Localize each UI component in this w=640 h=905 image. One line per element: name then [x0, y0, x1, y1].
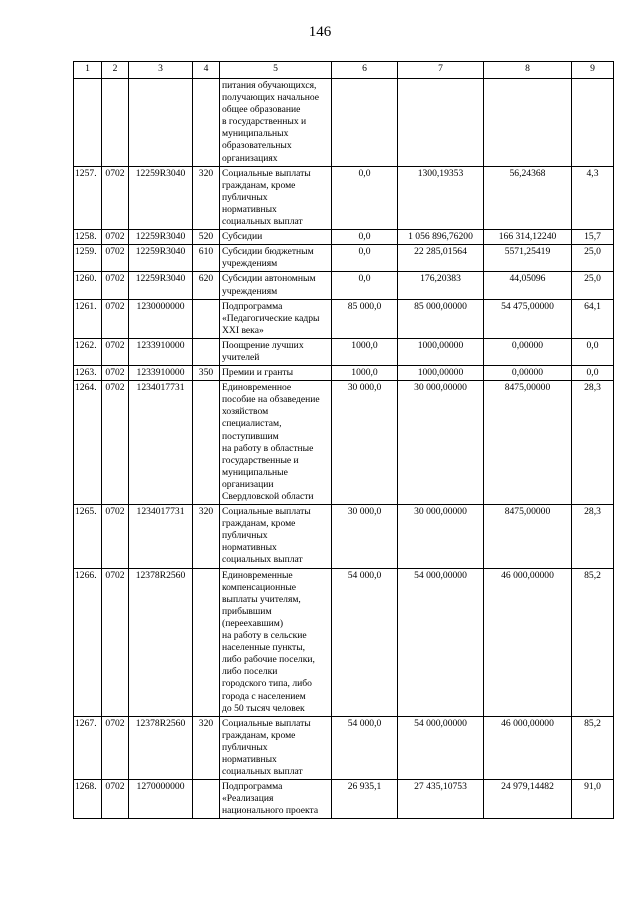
row-number-cell: 1257. [74, 166, 102, 229]
table-row [74, 272, 614, 299]
item-name-cell [220, 505, 332, 568]
target-code-cell: 12259R3040 [129, 245, 193, 272]
item-name-line: нормативных [222, 753, 277, 765]
plan-amount-cell: 54 000,0 [332, 716, 398, 779]
column-header: 6 [332, 62, 398, 79]
refined-amount-cell: 54 000,00000 [398, 568, 484, 716]
plan-amount-cell: 1000,0 [332, 338, 398, 365]
item-name-line: выплаты учителям, [222, 593, 301, 605]
section-code-cell: 0702 [102, 505, 129, 568]
executed-amount-cell: 54 475,00000 [484, 299, 572, 338]
executed-amount-cell: 0,00000 [484, 366, 572, 381]
row-number-cell: 1264. [74, 381, 102, 505]
section-code-cell: 0702 [102, 299, 129, 338]
plan-amount-cell: 54 000,0 [332, 568, 398, 716]
executed-amount-cell: 0,00000 [484, 338, 572, 365]
section-code-cell: 0702 [102, 716, 129, 779]
table-row [74, 780, 614, 819]
item-name-line: городского типа, либо [222, 678, 312, 690]
row-number-cell: 1265. [74, 505, 102, 568]
plan-amount-cell: 0,0 [332, 272, 398, 299]
item-name-line: социальных выплат [222, 766, 303, 778]
row-number-cell [74, 79, 102, 167]
percent-cell: 91,0 [572, 780, 614, 819]
plan-amount-cell: 30 000,0 [332, 505, 398, 568]
expense-type-cell [193, 381, 220, 505]
item-name-line: социальных выплат [222, 216, 303, 228]
row-number-cell: 1262. [74, 338, 102, 365]
table-row [74, 366, 614, 381]
table-row [74, 299, 614, 338]
item-name-line: образовательных [222, 140, 292, 152]
target-code-cell: 12378R2560 [129, 568, 193, 716]
item-name-cell [220, 166, 332, 229]
percent-cell: 28,3 [572, 381, 614, 505]
expense-type-cell: 320 [193, 716, 220, 779]
item-name-line: Социальные выплаты [222, 167, 311, 179]
item-name-line: специалистам, [222, 418, 282, 430]
refined-amount-cell: 1000,00000 [398, 338, 484, 365]
row-number-cell: 1268. [74, 780, 102, 819]
expense-type-cell: 520 [193, 230, 220, 245]
item-name-cell [220, 780, 332, 819]
executed-amount-cell: 44,05096 [484, 272, 572, 299]
item-name-line: на работу в сельские [222, 630, 307, 642]
plan-amount-cell: 30 000,0 [332, 381, 398, 505]
row-number-cell: 1267. [74, 716, 102, 779]
item-name-line: хозяйством [222, 406, 269, 418]
item-name-line: города с населением [222, 690, 306, 702]
executed-amount-cell: 56,24368 [484, 166, 572, 229]
refined-amount-cell: 1000,00000 [398, 366, 484, 381]
item-name-line: публичных [222, 741, 268, 753]
item-name-cell [220, 568, 332, 716]
percent-cell: 28,3 [572, 505, 614, 568]
item-name-line: нормативных [222, 203, 277, 215]
item-name-line: питания обучающихся, [222, 80, 317, 91]
item-name-cell [220, 79, 332, 167]
executed-amount-cell: 5571,25419 [484, 245, 572, 272]
target-code-cell: 1234017731 [129, 505, 193, 568]
section-code-cell: 0702 [102, 245, 129, 272]
table-row [74, 338, 614, 365]
item-name-line: Единовременное [222, 382, 292, 394]
refined-amount-cell: 30 000,00000 [398, 505, 484, 568]
expense-type-cell [193, 780, 220, 819]
target-code-cell [129, 79, 193, 167]
table-row [74, 245, 614, 272]
item-name-line: публичных [222, 191, 268, 203]
row-number-cell: 1263. [74, 366, 102, 381]
column-header: 3 [129, 62, 193, 79]
executed-amount-cell: 46 000,00000 [484, 568, 572, 716]
plan-amount-cell: 26 935,1 [332, 780, 398, 819]
item-name-line: Подпрограмма [222, 781, 283, 793]
item-name-line: государственные и [222, 454, 299, 466]
item-name-line: прибывшим [222, 605, 272, 617]
item-name-line: гражданам, кроме [222, 179, 296, 191]
item-name-line: пособие на обзаведение [222, 394, 320, 406]
table-row [74, 716, 614, 779]
item-name-cell [220, 272, 332, 299]
row-number-cell: 1258. [74, 230, 102, 245]
refined-amount-cell: 1 056 896,76200 [398, 230, 484, 245]
column-header: 8 [484, 62, 572, 79]
executed-amount-cell: 166 314,12240 [484, 230, 572, 245]
item-name-line: «Педагогические кадры [222, 312, 320, 324]
percent-cell: 15,7 [572, 230, 614, 245]
percent-cell: 64,1 [572, 299, 614, 338]
section-code-cell [102, 79, 129, 167]
expense-type-cell [193, 568, 220, 716]
item-name-line: организациях [222, 152, 278, 164]
refined-amount-cell: 54 000,00000 [398, 716, 484, 779]
column-header: 7 [398, 62, 484, 79]
executed-amount-cell: 46 000,00000 [484, 716, 572, 779]
item-name-line: Поощрение лучших [222, 339, 304, 351]
target-code-cell: 1270000000 [129, 780, 193, 819]
section-code-cell: 0702 [102, 366, 129, 381]
column-header: 2 [102, 62, 129, 79]
section-code-cell: 0702 [102, 166, 129, 229]
refined-amount-cell: 22 285,01564 [398, 245, 484, 272]
item-name-line: до 50 тысяч человек [222, 702, 305, 714]
target-code-cell: 12259R3040 [129, 230, 193, 245]
item-name-line: Свердловской области [222, 491, 314, 502]
item-name-line: организации [222, 478, 274, 490]
table-row [74, 79, 614, 167]
refined-amount-cell: 176,20383 [398, 272, 484, 299]
item-name-line: Социальные выплаты [222, 717, 311, 729]
item-name-line: нормативных [222, 542, 277, 554]
plan-amount-cell: 85 000,0 [332, 299, 398, 338]
table-row [74, 381, 614, 505]
item-name-cell [220, 230, 332, 245]
item-name-line: Субсидии [222, 231, 263, 243]
table-row [74, 505, 614, 568]
item-name-line: публичных [222, 530, 268, 542]
section-code-cell: 0702 [102, 568, 129, 716]
refined-amount-cell: 30 000,00000 [398, 381, 484, 505]
budget-table [73, 61, 614, 819]
percent-cell: 25,0 [572, 272, 614, 299]
executed-amount-cell: 8475,00000 [484, 381, 572, 505]
refined-amount-cell: 27 435,10753 [398, 780, 484, 819]
target-code-cell: 1234017731 [129, 381, 193, 505]
item-name-line: Премии и гранты [222, 367, 294, 379]
row-number-cell: 1261. [74, 299, 102, 338]
expense-type-cell [193, 338, 220, 365]
section-code-cell: 0702 [102, 780, 129, 819]
executed-amount-cell: 8475,00000 [484, 505, 572, 568]
item-name-line: Субсидии бюджетным [222, 246, 314, 258]
item-name-line: муниципальных [222, 128, 289, 140]
target-code-cell: 12259R3040 [129, 166, 193, 229]
refined-amount-cell: 1300,19353 [398, 166, 484, 229]
expense-type-cell [193, 79, 220, 167]
section-code-cell: 0702 [102, 381, 129, 505]
column-header: 1 [74, 62, 102, 79]
item-name-line: XXI века» [222, 324, 264, 336]
percent-cell: 25,0 [572, 245, 614, 272]
item-name-line: Подпрограмма [222, 300, 283, 312]
item-name-cell [220, 299, 332, 338]
executed-amount-cell [484, 79, 572, 167]
expense-type-cell [193, 299, 220, 338]
item-name-line: Субсидии автономным [222, 273, 316, 285]
item-name-line: поступившим [222, 430, 279, 442]
table-row [74, 230, 614, 245]
item-name-line: «Реализация [222, 793, 274, 805]
item-name-cell [220, 381, 332, 505]
expense-type-cell: 320 [193, 166, 220, 229]
refined-amount-cell: 85 000,00000 [398, 299, 484, 338]
column-header: 5 [220, 62, 332, 79]
percent-cell: 4,3 [572, 166, 614, 229]
item-name-cell [220, 716, 332, 779]
item-name-line: получающих начальное [222, 92, 320, 104]
item-name-line: компенсационные [222, 581, 297, 593]
header-row [74, 62, 614, 79]
item-name-line: социальных выплат [222, 554, 303, 566]
expense-type-cell: 350 [193, 366, 220, 381]
percent-cell: 85,2 [572, 716, 614, 779]
table-row [74, 568, 614, 716]
item-name-line: гражданам, кроме [222, 518, 296, 530]
row-number-cell: 1266. [74, 568, 102, 716]
percent-cell: 85,2 [572, 568, 614, 716]
item-name-line: национального проекта [222, 805, 319, 817]
item-name-line: населенные пункты, [222, 642, 306, 654]
row-number-cell: 1259. [74, 245, 102, 272]
table-row [74, 166, 614, 229]
section-code-cell: 0702 [102, 272, 129, 299]
executed-amount-cell: 24 979,14482 [484, 780, 572, 819]
item-name-line: Социальные выплаты [222, 506, 311, 518]
column-header: 4 [193, 62, 220, 79]
item-name-line: гражданам, кроме [222, 729, 296, 741]
item-name-line: Единовременные [222, 569, 293, 581]
target-code-cell: 1233910000 [129, 366, 193, 381]
page-number: 146 [308, 24, 332, 40]
item-name-line: учреждениям [222, 285, 278, 297]
target-code-cell: 12378R2560 [129, 716, 193, 779]
plan-amount-cell: 1000,0 [332, 366, 398, 381]
item-name-line: учителей [222, 351, 260, 363]
expense-type-cell: 320 [193, 505, 220, 568]
target-code-cell: 1233910000 [129, 338, 193, 365]
percent-cell [572, 79, 614, 167]
item-name-cell [220, 338, 332, 365]
item-name-line: либо поселки [222, 666, 278, 678]
item-name-cell [220, 366, 332, 381]
target-code-cell: 1230000000 [129, 299, 193, 338]
percent-cell: 0,0 [572, 338, 614, 365]
expense-type-cell: 620 [193, 272, 220, 299]
section-code-cell: 0702 [102, 338, 129, 365]
refined-amount-cell [398, 79, 484, 167]
item-name-line: муниципальные [222, 466, 288, 478]
plan-amount-cell: 0,0 [332, 230, 398, 245]
item-name-line: (переехавшим) [222, 617, 284, 629]
plan-amount-cell [332, 79, 398, 167]
plan-amount-cell: 0,0 [332, 245, 398, 272]
item-name-line: на работу в областные [222, 442, 314, 454]
item-name-cell [220, 245, 332, 272]
row-number-cell: 1260. [74, 272, 102, 299]
item-name-line: в государственных и [222, 116, 307, 128]
target-code-cell: 12259R3040 [129, 272, 193, 299]
percent-cell: 0,0 [572, 366, 614, 381]
expense-type-cell: 610 [193, 245, 220, 272]
item-name-line: учреждениям [222, 258, 278, 270]
column-header: 9 [572, 62, 614, 79]
item-name-line: общее образование [222, 104, 301, 116]
table-body [74, 79, 614, 819]
plan-amount-cell: 0,0 [332, 166, 398, 229]
section-code-cell: 0702 [102, 230, 129, 245]
item-name-line: либо рабочие поселки, [222, 654, 315, 666]
